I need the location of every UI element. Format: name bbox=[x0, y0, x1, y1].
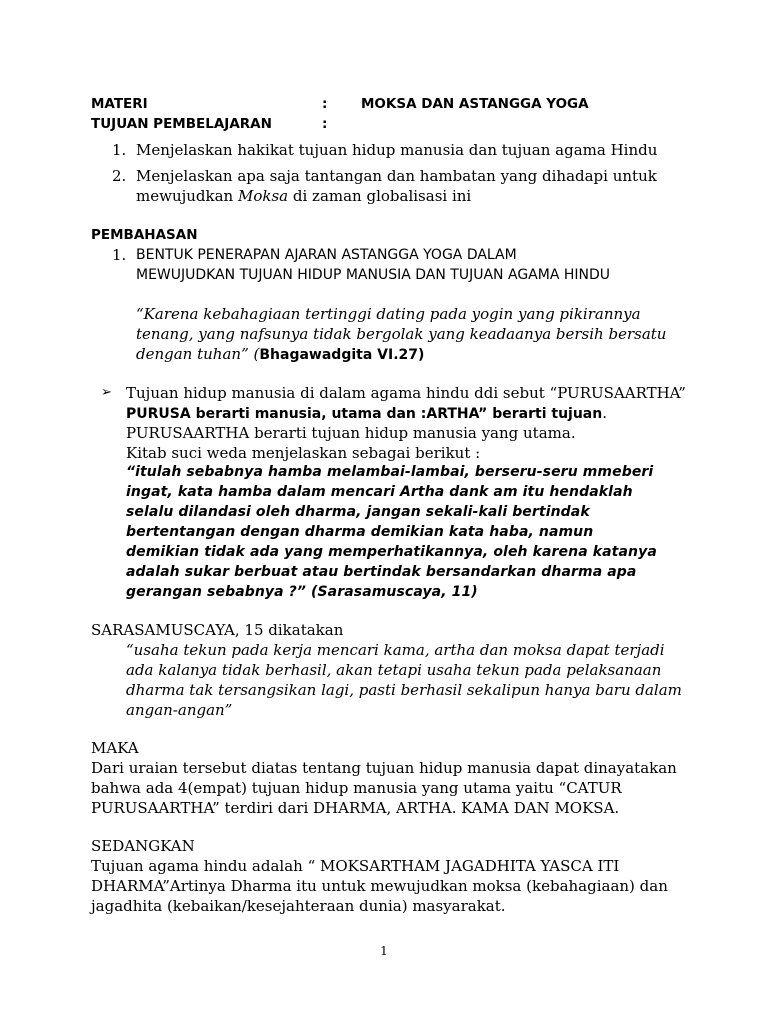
sarasamuscaya11-quote-line1: “itulah sebabnya hamba melambai-lambai, berseru-seru mmeberi bbox=[126, 464, 654, 480]
objective-2-line2-pre: mewujudkan bbox=[136, 187, 238, 205]
objective-1-number: 1. bbox=[112, 141, 127, 159]
bullet-line1: Tujuan hidup manusia di dalam agama hindu ddi sebut “PURUSAARTHA” bbox=[126, 384, 686, 402]
sarasamuscaya15-intro: SARASAMUSCAYA, 15 dikatakan bbox=[91, 621, 344, 639]
arrow-bullet-icon: ➢ bbox=[101, 385, 112, 400]
sarasamuscaya11-quote-line2: ingat, kata hamba dalam mencari Artha dank am itu hendaklah bbox=[126, 484, 633, 500]
pembahasan-item1-number: 1. bbox=[112, 246, 127, 264]
tujuan-colon: : bbox=[322, 116, 328, 132]
page-number: 1 bbox=[380, 944, 388, 958]
objective-1-text: Menjelaskan hakikat tujuan hidup manusia dan tujuan agama Hindu bbox=[136, 141, 658, 159]
bullet-line4: Kitab suci weda menjelaskan sebagai berikut : bbox=[126, 444, 481, 462]
bullet-line2-bold: PURUSA berarti manusia, utama dan :ARTHA” berarti tujuan bbox=[126, 406, 603, 422]
quote1-line3 bbox=[136, 344, 424, 365]
sarasamuscaya11-quote-line6: adalah sukar berbuat atau bertindak bersandarkan dharma apa bbox=[126, 564, 637, 580]
quote1-line2: tenang, yang nafsunya tidak bergolak yang keadaanya bersih bersatu bbox=[136, 325, 667, 343]
materi-value: MOKSA DAN ASTANGGA YOGA bbox=[361, 96, 589, 112]
tujuan-label: TUJUAN PEMBELAJARAN bbox=[91, 116, 272, 132]
maka-line3: PURUSAARTHA” terdiri dari DHARMA, ARTHA. KAMA DAN MOKSA. bbox=[91, 799, 620, 817]
sedangkan-line1: Tujuan agama hindu adalah “ MOKSARTHAM JAGADHITA YASCA ITI bbox=[91, 857, 620, 875]
sarasamuscaya15-quote-line2: ada kalanya tidak berhasil, akan tetapi usaha tekun pada pelaksanaan bbox=[126, 661, 662, 679]
materi-label: MATERI bbox=[91, 96, 148, 112]
objective-2-number: 2. bbox=[112, 167, 127, 185]
pembahasan-title: PEMBAHASAN bbox=[91, 227, 198, 243]
quote1-source: Bhagawadgita VI.27) bbox=[259, 347, 425, 363]
bullet-line2-end: . bbox=[602, 404, 608, 422]
pembahasan-item1-line2: MEWUJUDKAN TUJUAN HIDUP MANUSIA DAN TUJUAN AGAMA HINDU bbox=[136, 267, 611, 283]
objective-2-line2 bbox=[136, 186, 471, 206]
objective-2-line2-post: di zaman globalisasi ini bbox=[288, 187, 472, 205]
sarasamuscaya15-quote-line1: “usaha tekun pada kerja mencari kama, artha dan moksa dapat terjadi bbox=[126, 641, 665, 659]
sarasamuscaya15-quote-line3: dharma tak tersangsikan lagi, pasti berhasil sekalipun hanya baru dalam bbox=[126, 681, 682, 699]
sarasamuscaya11-quote-line3: selalu dilandasi oleh dharma, jangan sekali-kali bertindak bbox=[126, 504, 590, 520]
materi-colon: : bbox=[322, 96, 328, 112]
pembahasan-item1-line1: BENTUK PENERAPAN AJARAN ASTANGGA YOGA DALAM bbox=[136, 247, 517, 263]
sedangkan-line2: DHARMA”Artinya Dharma itu untuk mewujudkan moksa (kebahagiaan) dan bbox=[91, 877, 668, 895]
sarasamuscaya11-quote-line5: demikian tidak ada yang memperhatikannya, oleh karena katanya bbox=[126, 544, 657, 560]
maka-line1: Dari uraian tersebut diatas tentang tujuan hidup manusia dapat dinayatakan bbox=[91, 759, 677, 777]
sarasamuscaya11-quote-line7: gerangan sebabnya ?” (Sarasamuscaya, 11) bbox=[126, 584, 478, 600]
sedangkan-line3: jagadhita (kebaikan/kesejahteraan dunia) masyarakat. bbox=[91, 897, 506, 915]
quote1-line1: “Karena kebahagiaan tertinggi dating pada yogin yang pikirannya bbox=[136, 305, 641, 323]
objective-2-line1: Menjelaskan apa saja tantangan dan hambatan yang dihadapi untuk bbox=[136, 167, 657, 185]
sarasamuscaya15-quote-line4: angan-angan” bbox=[126, 701, 233, 719]
maka-title: MAKA bbox=[91, 739, 139, 757]
sarasamuscaya11-quote-line4: bertentangan dengan dharma demikian kata haba, namun bbox=[126, 524, 594, 540]
bullet-line2 bbox=[126, 403, 607, 424]
maka-line2: bahwa ada 4(empat) tujuan hidup manusia yang utama yaitu “CATUR bbox=[91, 779, 622, 797]
sedangkan-title: SEDANGKAN bbox=[91, 837, 195, 855]
bullet-line3: PURUSAARTHA berarti tujuan hidup manusia yang utama. bbox=[126, 424, 576, 442]
objective-2-line2-em: Moksa bbox=[237, 187, 289, 205]
quote1-line3-pre: dengan tuhan” ( bbox=[136, 345, 260, 363]
